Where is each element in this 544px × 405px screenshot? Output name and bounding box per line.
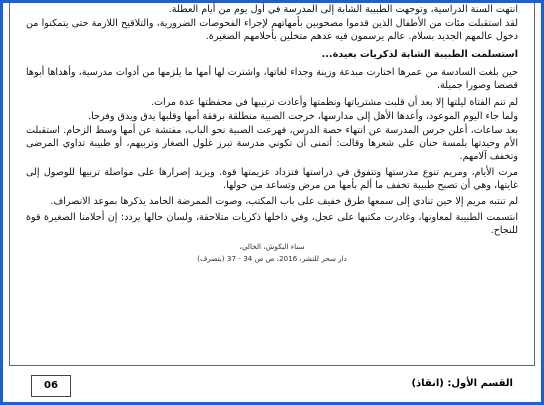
paragraph-8: مرت الأيام، ومريم تنوع مدرستها وتتفوق في دراستها فتزداد عزيمتها قوة. ويزيد إصرارها على مواصلة تربيها للوصول إلى غايتها، وهي أن تصبح طبيبة تخفف ما ألم بأمها من مرض وتساعد من حولها. <box>26 167 518 192</box>
paragraph-10: ابتسمت الطبيبة لمعاونها، وغادرت مكتبها على عجل، وفي داخلها ذكريات متلاحقة، ولسان حالها يردد: إن أحلامنا الصغيرة قوة للنجاح. <box>26 212 518 237</box>
paragraph-7: بعد ساعات، أعلن جرس المدرسة عن انتهاء حصة الدرس، فهرعت الصبية نحو الباب، مفتشة عن أمها وسط الزحام. استقبلت الأم وحيدتها بلمسة حنان على شعرها وقالت: أتمنى أن تكوني مدرسة تبرز غلول الصغار وتربيهم، أو طبيبة تداوي المرضى وتخفف آلامهم. <box>26 124 518 162</box>
section-label: القسم الأول: (انقاذ) <box>411 378 513 389</box>
document-body <box>26 3 518 365</box>
paragraph-3: استسلمت الطبيبة الشابة لذكريات بعيدة... <box>321 49 518 61</box>
source-author: سناء البكوش، الخالي، <box>239 241 305 251</box>
source-publication: دار سحر للنشر، 2016، ص ص 34 - 37 (بتصرف) <box>197 253 347 263</box>
page-number: 06 <box>31 375 71 397</box>
text-panel <box>9 3 535 366</box>
page-footer <box>3 366 541 402</box>
source-citation <box>26 241 518 265</box>
paragraph-6: ولما جاء اليوم الموعود، وأعدها الأهل إلى مدارسها، خرجت الصبية منطلقة برفقة أمها وقلبها يدق ويدق وفرحا. <box>88 110 518 122</box>
paragraph-1: انتهت السنة الدراسية، وتوجهت الطبيبة الشابة إلى المدرسة في أول يوم من أيام العطلة. <box>168 4 518 15</box>
paragraph-9: لم تنتبه مريم إلا حين تنادي إلى سمعها طرق خفيف على باب المكتب، وصوت الممرضة الحامد يذكرها بموعد الانصراف. <box>50 196 518 208</box>
paragraph-4: حين بلغت السادسة من عمرها اختارت مبدعة وزينة وجداء لغاتها، واشترت لها أمها ما يلزمها من أدوات مدرسية، وأهداها أبوها قصصا وصورا جميلة. <box>26 67 518 92</box>
paragraph-5: لم تنم الفتاة ليلتها إلا بعد أن قلبت مشترياتها ونظمتها وأعادت ترتيبها في محفظتها عدة مرات. <box>150 96 518 108</box>
paragraph-2: لقد استقبلت مئات من الأطفال الذين قدموا مصحوبين بأمهاتهم لإجراء الفحوصات الضرورية، والتلاقيح اللازمة حتى يتمكنوا من دخول عالمهم الجديد بسلام. عالم يرسمون فيه غدهم متخلين بأحلامهم الصغيرة. <box>26 18 518 43</box>
